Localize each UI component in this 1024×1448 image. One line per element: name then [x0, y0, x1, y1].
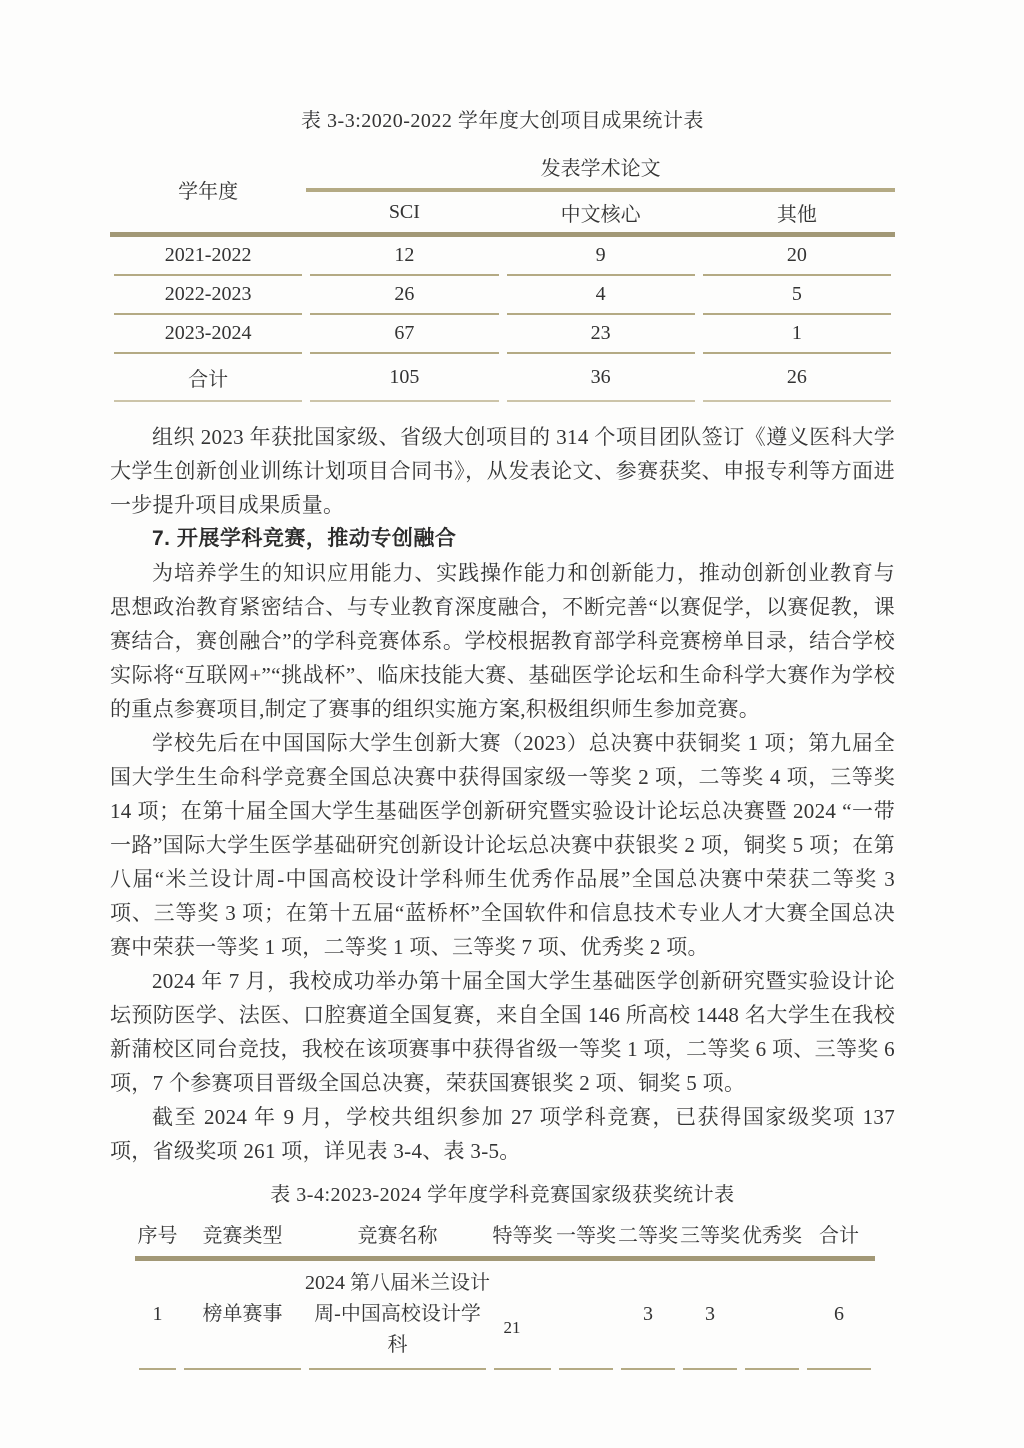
paragraph-july-2024-event: 2024 年 7 月，我校成功举办第十届全国大学生基础医学创新研究暨实验设计论坛预防医学、法医、口腔赛道全国复赛，来自全国 146 所高校 1448 名大学生在我校新蒲校区同台竞技，我校在该项赛事中获得省级一等奖 1 项，二等奖 6 项、三等奖 6 项，7 个参赛项目晋级全国总决赛，荣获国赛银奖 2 项、铜奖 5 项。 [110, 969, 895, 1095]
column-header-total: 合计 [819, 1225, 859, 1247]
table-cell-core: 23 [590, 322, 611, 344]
table-row [110, 315, 895, 352]
table-row-total [110, 354, 895, 400]
table-rule [110, 352, 895, 354]
table-cell-other: 5 [791, 283, 802, 305]
table-cell-core: 9 [595, 244, 606, 266]
table-rule-faint [110, 400, 895, 402]
table-3-3-header [110, 146, 895, 232]
column-header-excellence-prize: 优秀奖 [742, 1225, 802, 1247]
table-cell-other: 26 [786, 365, 807, 388]
column-header-second-prize: 二等奖 [618, 1225, 678, 1247]
paragraph-competition-system: 为培养学生的知识应用能力、实践操作能力和创新能力，推动创新创业教育与思想政治教育紧密结合、与专业教育深度融合，不断完善“以赛促学，以赛促教，课赛结合，赛创融合”的学科竞赛体系。学校根据教育部学科竞赛榜单目录，结合学校实际将“互联网+”“挑战杯”、临床技能大赛、基础医学论坛和生命科学大赛作为学校的重点参赛项目,制定了赛事的组织实施方案,积极组织师生参加竞赛。 [110, 561, 895, 721]
table-cell-total-label: 合计 [188, 368, 229, 391]
column-header-year: 学年度 [178, 180, 239, 203]
table-cell-sci: 12 [394, 244, 415, 266]
page-content [110, 108, 895, 1370]
paragraph-summary-counts: 截至 2024 年 9 月，学校共组织参加 27 项学科竞赛，已获得国家级奖项 137 项，省级奖项 261 项，详见表 3-4、表 3-5。 [110, 1105, 895, 1163]
table-cell-sci: 26 [394, 283, 415, 305]
table-row [110, 276, 895, 313]
table-rule [135, 1368, 875, 1370]
table-cell-year: 2023-2024 [164, 322, 252, 344]
table-cell-year: 2021-2022 [164, 244, 252, 266]
column-header-grand-prize: 特等奖 [492, 1225, 553, 1247]
table-row [110, 237, 895, 274]
column-header-competition-type: 竞赛类型 [202, 1225, 283, 1247]
table-cell-index: 1 [152, 1303, 163, 1325]
table-cell-second-prize: 3 [643, 1303, 653, 1325]
table-3-4-caption: 表 3-4:2023-2024 学年度学科竞赛国家级获奖统计表 [270, 1184, 735, 1206]
paragraph-contract: 组织 2023 年获批国家级、省级大创项目的 314 个项目团队签订《遵义医科大学大学生创新创业训练计划项目合同书》，从发表论文、参赛获奖、申报专利等方面进一步提升项目成果质量。 [110, 425, 895, 517]
table-3-3 [110, 146, 895, 402]
column-header-chinese-core: 中文核心 [560, 203, 641, 226]
table-cell-core: 4 [595, 283, 606, 305]
table-3-3-caption: 表 3-3:2020-2022 学年度大创项目成果统计表 [301, 110, 704, 132]
column-group-header-papers: 发表学术论文 [540, 158, 661, 180]
section-heading-7: 7. 开展学科竞赛，推动专创融合 [152, 527, 457, 550]
table-cell-core: 36 [590, 365, 611, 388]
column-header-other: 其他 [776, 203, 817, 226]
table-cell-sci: 67 [394, 322, 415, 344]
column-header-third-prize: 三等奖 [680, 1225, 740, 1247]
table-3-3-subheaders [306, 192, 895, 232]
column-header-competition-name: 竞赛名称 [357, 1225, 438, 1247]
table-3-4 [135, 1216, 875, 1370]
table-cell-competition-name: 2024 第八届米兰设计周-中国高校设计学科 [305, 1272, 490, 1356]
table-cell-third-prize: 3 [705, 1303, 715, 1325]
table-3-4-header [135, 1216, 875, 1256]
column-header-first-prize: 一等奖 [556, 1225, 616, 1247]
table-rule [110, 313, 895, 315]
table-cell-other: 20 [786, 244, 807, 266]
column-header-index: 序号 [137, 1225, 178, 1247]
column-header-sci: SCI [388, 200, 420, 223]
table-cell-sci: 105 [389, 365, 420, 388]
table-row [135, 1261, 875, 1368]
table-cell-year: 2022-2023 [164, 283, 252, 305]
paragraph-award-results: 学校先后在中国国际大学生创新大赛（2023）总决赛中获铜奖 1 项；第九届全国大学生生命科学竞赛全国总决赛中获得国家级一等奖 2 项，二等奖 4 项，三等奖 14 项；在第十届全国大学生基础医学创新研究暨实验设计论坛总决赛暨 2024 “一带一路”国际大学生医学基础研究创新设计论坛总决赛中获银奖 2 项，铜奖 5 项；在第八届“米兰设计周-中国高校设计学科师生优秀作品展”全国总决赛中荣获二等奖 3 项、三等奖 3 项；在第十五届“蓝桥杯”全国软件和信息技术专业人才大赛全国总决赛中荣获一等奖 1 项，二等奖 1 项、三等奖 7 项、优秀奖 2 项。 [110, 731, 896, 959]
table-cell-total: 6 [834, 1303, 844, 1325]
table-rule [110, 274, 895, 276]
table-cell-competition-type: 榜单赛事 [202, 1303, 283, 1325]
table-3-3-header-right [306, 146, 895, 232]
page-number: 21 [503, 1318, 521, 1337]
table-cell-other: 1 [791, 322, 802, 344]
